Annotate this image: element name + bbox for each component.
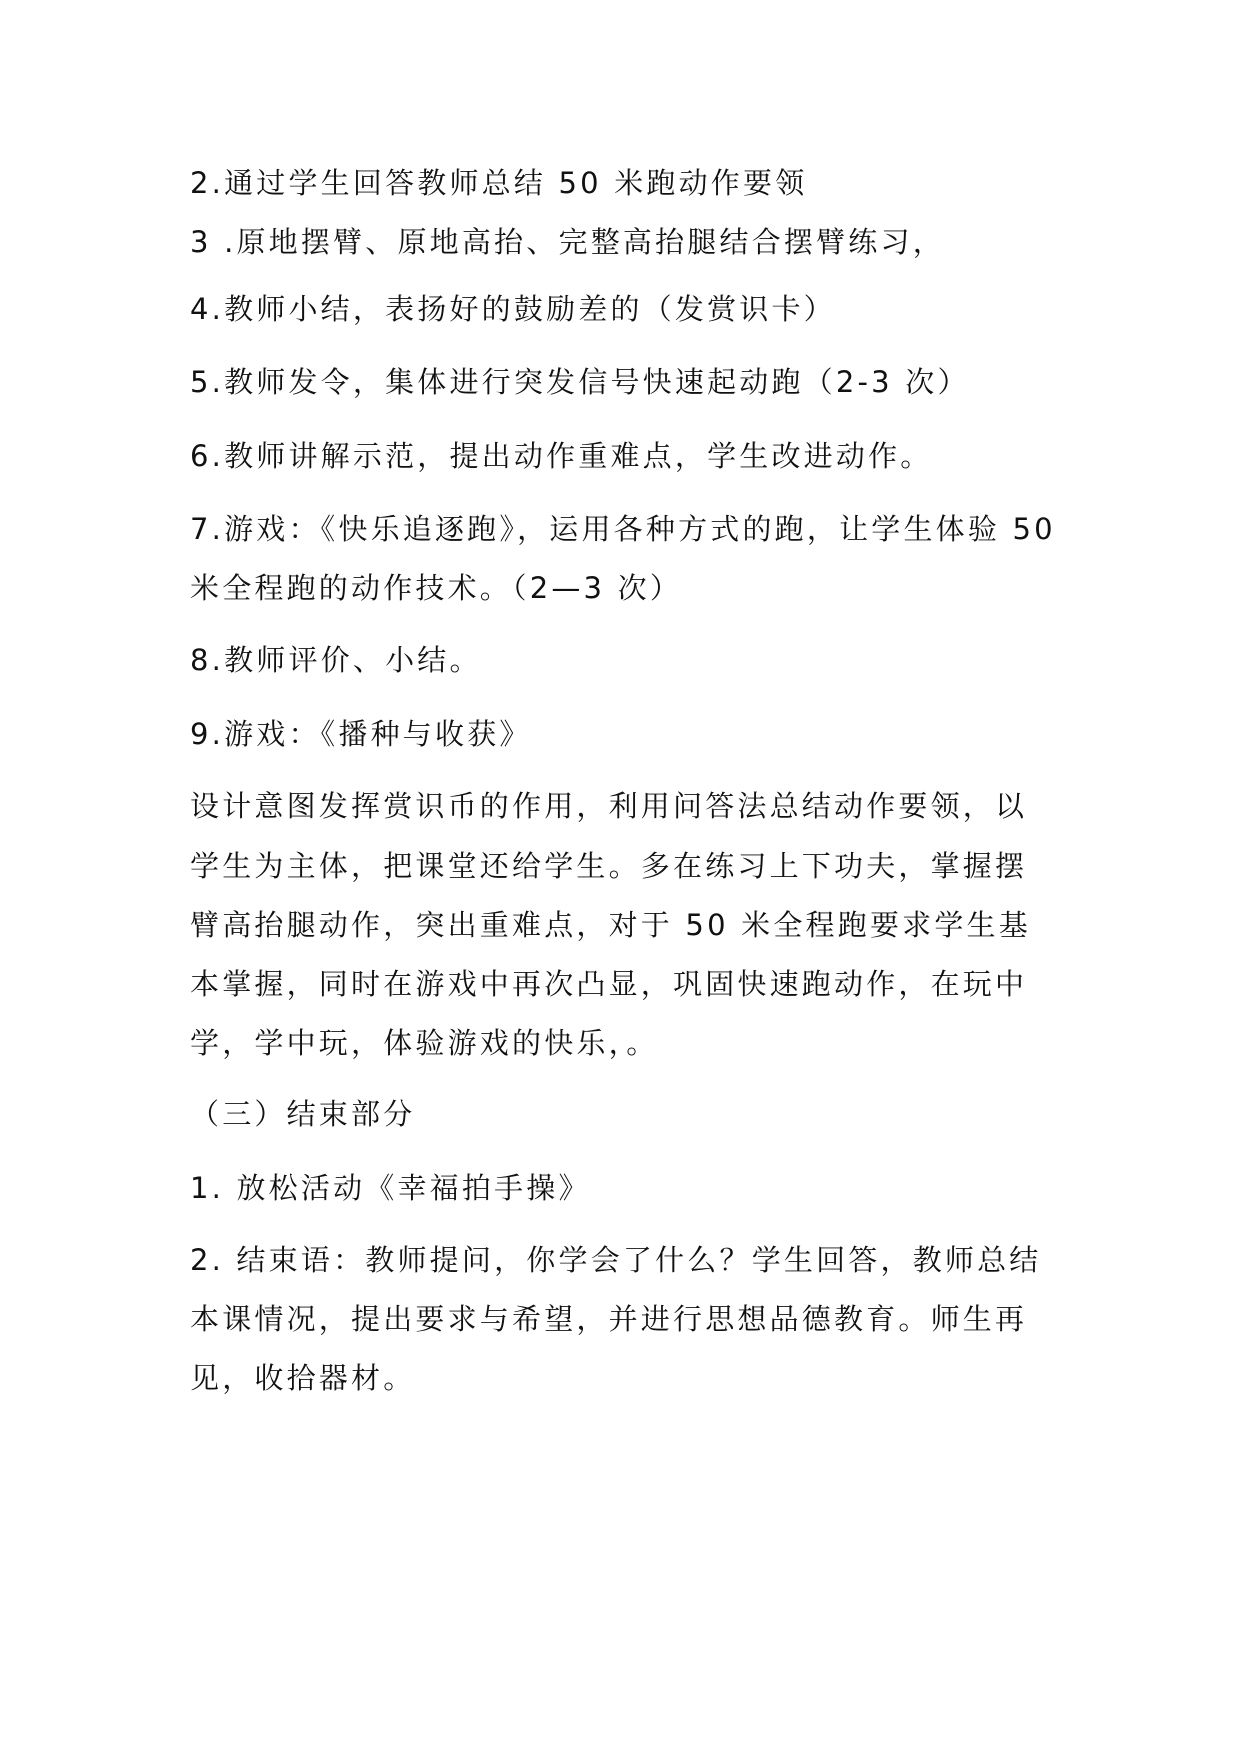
step-8-line: 8.教师评价、小结。 [190, 643, 482, 677]
step-9-line: 9.游戏：《播种与收获》 [190, 717, 532, 751]
step-7-line: 7.游戏：《快乐追逐跑》，运用各种方式的跑，让学生体验 50 [190, 512, 1056, 546]
step-3-line: 3 .原地摆臂、原地高抬、完整高抬腿结合摆臂练习， [190, 225, 945, 259]
ending-step-2-line-1: 2. 结束语：教师提问，你学会了什么？学生回答，教师总结 [190, 1243, 1042, 1277]
design-intent-line-2: 学生为主体，把课堂还给学生。多在练习上下功夫，掌握摆 [190, 849, 1028, 883]
design-intent-line-3: 臂高抬腿动作，突出重难点，对于 50 米全程跑要求学生基 [190, 908, 1031, 942]
step-4-line: 4.教师小结，表扬好的鼓励差的（发赏识卡） [190, 292, 836, 326]
design-intent-line-4: 本掌握，同时在游戏中再次凸显，巩固快速跑动作，在玩中 [190, 967, 1028, 1001]
ending-step-2-line-3: 见，收拾器材。 [190, 1361, 416, 1395]
step-2-line: 2.通过学生回答教师总结 50 米跑动作要领 [190, 166, 808, 200]
design-intent-line-5: 学，学中玩，体验游戏的快乐，。 [190, 1026, 659, 1060]
step-7-continuation: 米全程跑的动作技术。（2—3 次） [190, 571, 683, 605]
ending-step-2-line-2: 本课情况，提出要求与希望，并进行思想品德教育。师生再 [190, 1302, 1028, 1336]
step-5-line: 5.教师发令，集体进行突发信号快速起动跑（2-3 次） [190, 365, 970, 399]
design-intent-line-1: 设计意图发挥赏识币的作用，利用问答法总结动作要领，以 [190, 789, 1028, 823]
step-6-line: 6.教师讲解示范，提出动作重难点，学生改进动作。 [190, 439, 933, 473]
section-heading-ending: （三）结束部分 [190, 1097, 416, 1131]
ending-step-1-line: 1. 放松活动《幸福拍手操》 [190, 1171, 591, 1205]
